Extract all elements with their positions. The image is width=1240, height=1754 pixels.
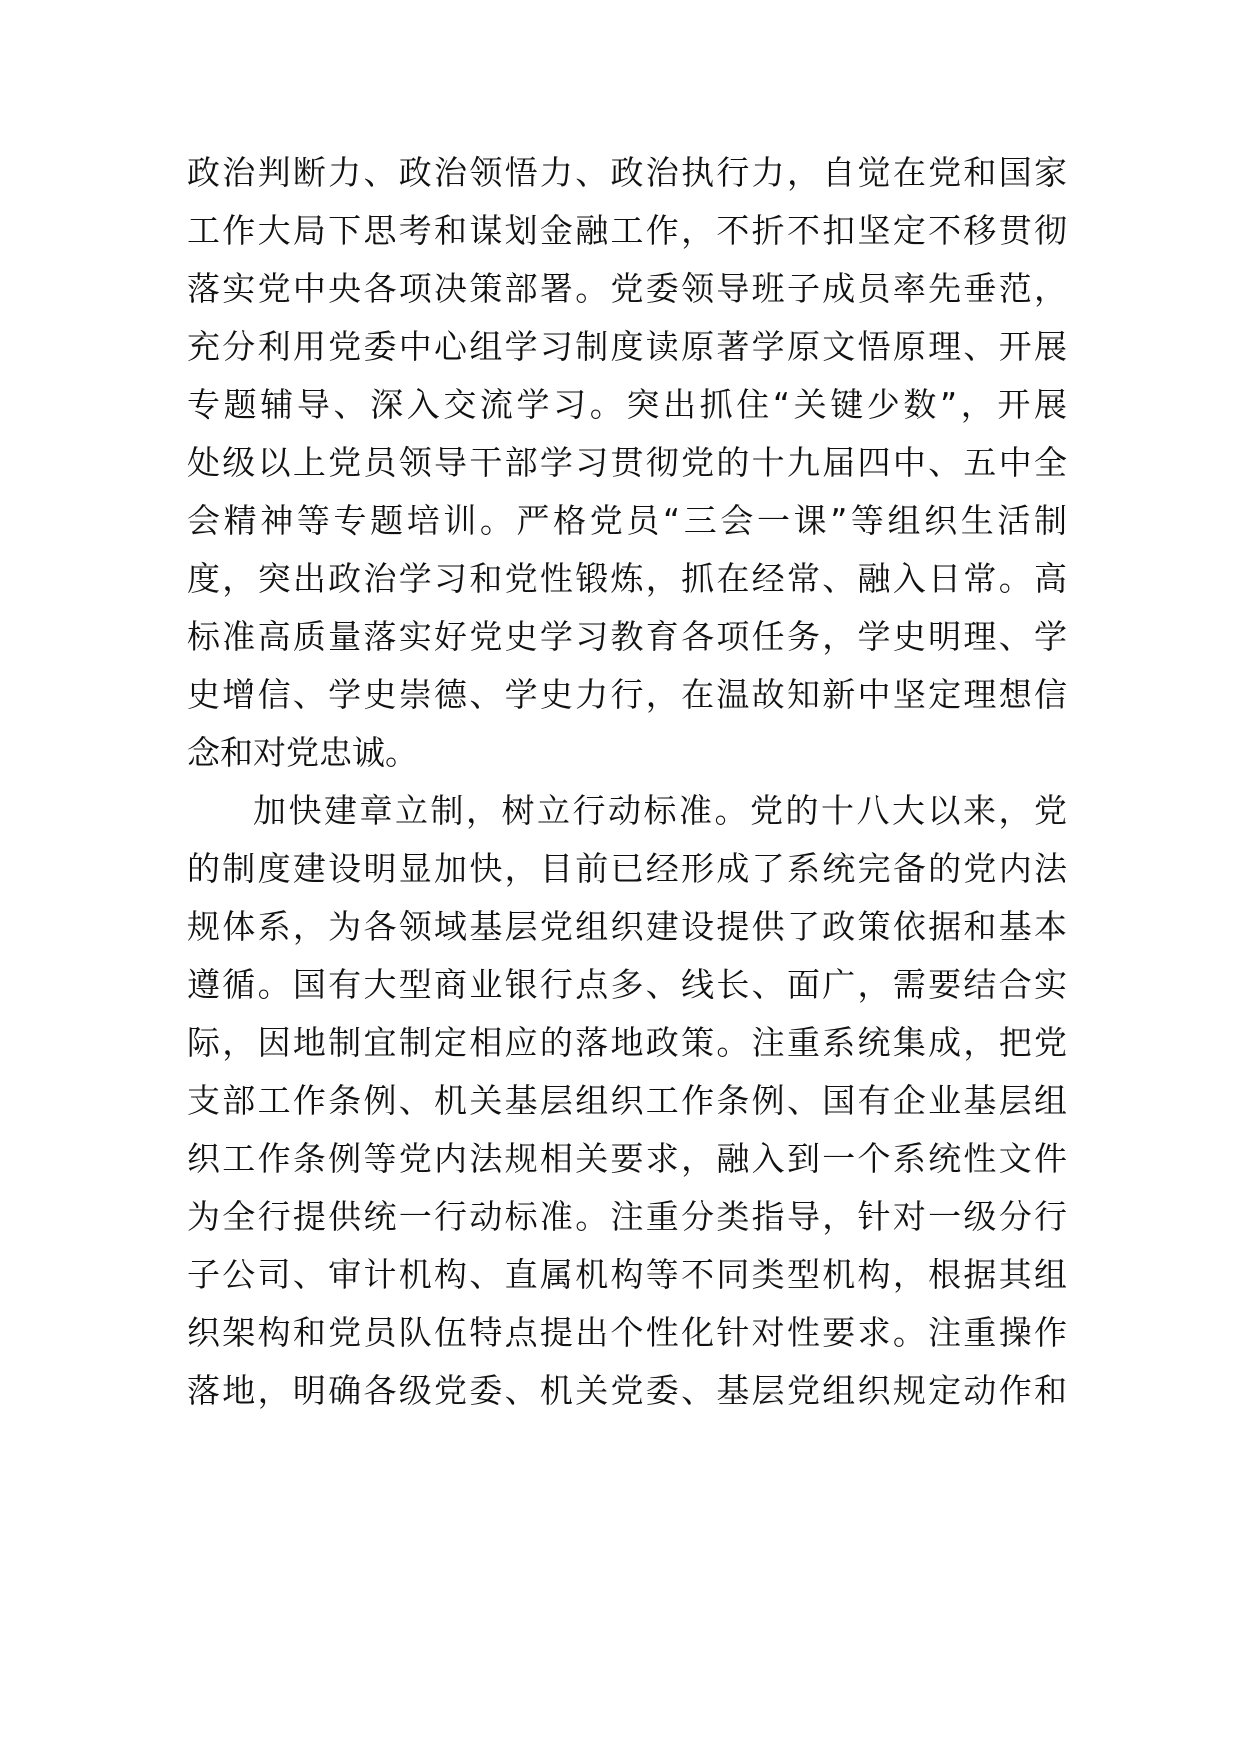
text-line-17: 支部工作条例、机关基层组织工作条例、国有企业基层组 (187, 1081, 1067, 1120)
text-line-5: 专题辅导、深入交流学习。突出抓住“关键少数”，开展 (187, 385, 1067, 424)
text-line-18: 织工作条例等党内法规相关要求，融入到一个系统性文件 (187, 1139, 1067, 1178)
text-line-19: 为全行提供统一行动标准。注重分类指导，针对一级分行 (187, 1197, 1067, 1236)
text-line-4: 充分利用党委中心组学习制度读原著学原文悟原理、开展 (187, 327, 1067, 366)
text-line-9: 标准高质量落实好党史学习教育各项任务，学史明理、学 (187, 617, 1067, 656)
paragraph-2-first-line: 加快建章立制，树立行动标准。党的十八大以来，党 (253, 791, 1067, 830)
text-line-14: 规体系，为各领域基层党组织建设提供了政策依据和基本 (187, 907, 1067, 946)
text-line-21: 织架构和党员队伍特点提出个性化针对性要求。注重操作 (187, 1313, 1067, 1352)
text-line-20: 子公司、审计机构、直属机构等不同类型机构，根据其组 (187, 1255, 1067, 1294)
text-line-13: 的制度建设明显加快，目前已经形成了系统完备的党内法 (187, 849, 1067, 888)
text-line-2: 工作大局下思考和谋划金融工作，不折不扣坚定不移贯彻 (187, 211, 1067, 250)
text-line-3: 落实党中央各项决策部署。党委领导班子成员率先垂范， (187, 269, 1067, 308)
text-line-22: 落地，明确各级党委、机关党委、基层党组织规定动作和 (187, 1371, 1067, 1410)
text-line-6: 处级以上党员领导干部学习贯彻党的十九届四中、五中全 (187, 443, 1067, 482)
text-line-11: 念和对党忠诚。 (187, 733, 418, 772)
text-line-10: 史增信、学史崇德、学史力行，在温故知新中坚定理想信 (187, 675, 1067, 714)
text-line-15: 遵循。国有大型商业银行点多、线长、面广，需要结合实 (187, 965, 1067, 1004)
text-line-7: 会精神等专题培训。严格党员“三会一课”等组织生活制 (187, 501, 1067, 540)
text-line-16: 际，因地制宜制定相应的落地政策。注重系统集成，把党 (187, 1023, 1067, 1062)
text-line-8: 度，突出政治学习和党性锻炼，抓在经常、融入日常。高 (187, 559, 1067, 598)
text-line-1: 政治判断力、政治领悟力、政治执行力，自觉在党和国家 (187, 153, 1067, 192)
